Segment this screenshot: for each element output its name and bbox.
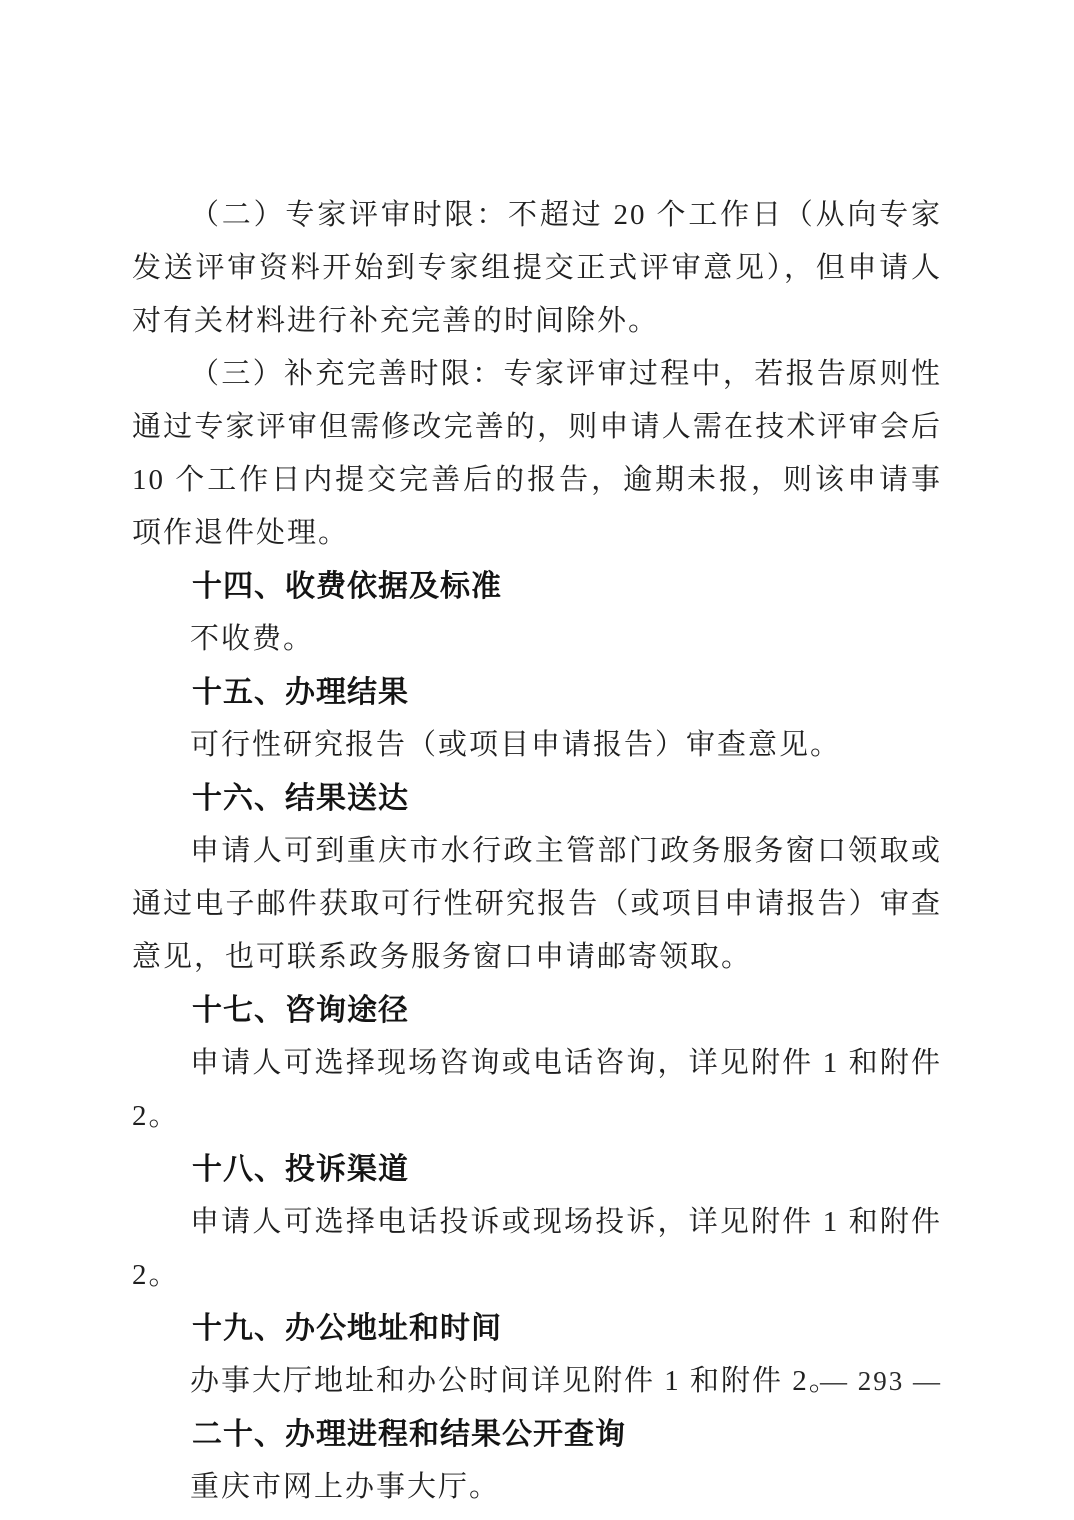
document-content bbox=[132, 189, 942, 1514]
body-paragraph: 申请人可到重庆市水行政主管部门政务服务窗口领取或通过电子邮件获取可行性研究报告（或项目申请报告）审查意见，也可联系政务服务窗口申请邮寄领取。 bbox=[132, 835, 942, 973]
body-paragraph: （三）补充完善时限：专家评审过程中，若报告原则性通过专家评审但需修改完善的，则申请人需在技术评审会后 10 个工作日内提交完善后的报告，逾期未报，则该申请事项作退件处理。 bbox=[132, 358, 942, 549]
section-heading: 十七、咨询途径 bbox=[192, 994, 409, 1027]
section-heading: 十八、投诉渠道 bbox=[192, 1153, 409, 1186]
body-paragraph: 办事大厅地址和办公时间详见附件 1 和附件 2。 bbox=[190, 1365, 840, 1397]
section-heading: 十九、办公地址和时间 bbox=[192, 1312, 502, 1345]
page-number: — 293 — bbox=[820, 1366, 942, 1396]
body-paragraph: 申请人可选择现场咨询或电话咨询，详见附件 1 和附件 2。 bbox=[132, 1047, 942, 1132]
body-paragraph: 重庆市网上办事大厅。 bbox=[190, 1471, 501, 1503]
section-heading: 二十、办理进程和结果公开查询 bbox=[192, 1418, 626, 1451]
section-heading: 十五、办理结果 bbox=[192, 676, 409, 709]
body-paragraph: 可行性研究报告（或项目申请报告）审查意见。 bbox=[190, 729, 842, 761]
section-heading: 十四、收费依据及标准 bbox=[192, 570, 502, 603]
body-paragraph: 申请人可选择电话投诉或现场投诉，详见附件 1 和附件 2。 bbox=[132, 1206, 942, 1291]
section-heading: 十六、结果送达 bbox=[192, 782, 409, 815]
body-paragraph: （二）专家评审时限：不超过 20 个工作日（从向专家发送评审资料开始到专家组提交正式评审意见），但申请人对有关材料进行补充完善的时间除外。 bbox=[132, 199, 942, 337]
body-paragraph: 不收费。 bbox=[190, 623, 315, 655]
